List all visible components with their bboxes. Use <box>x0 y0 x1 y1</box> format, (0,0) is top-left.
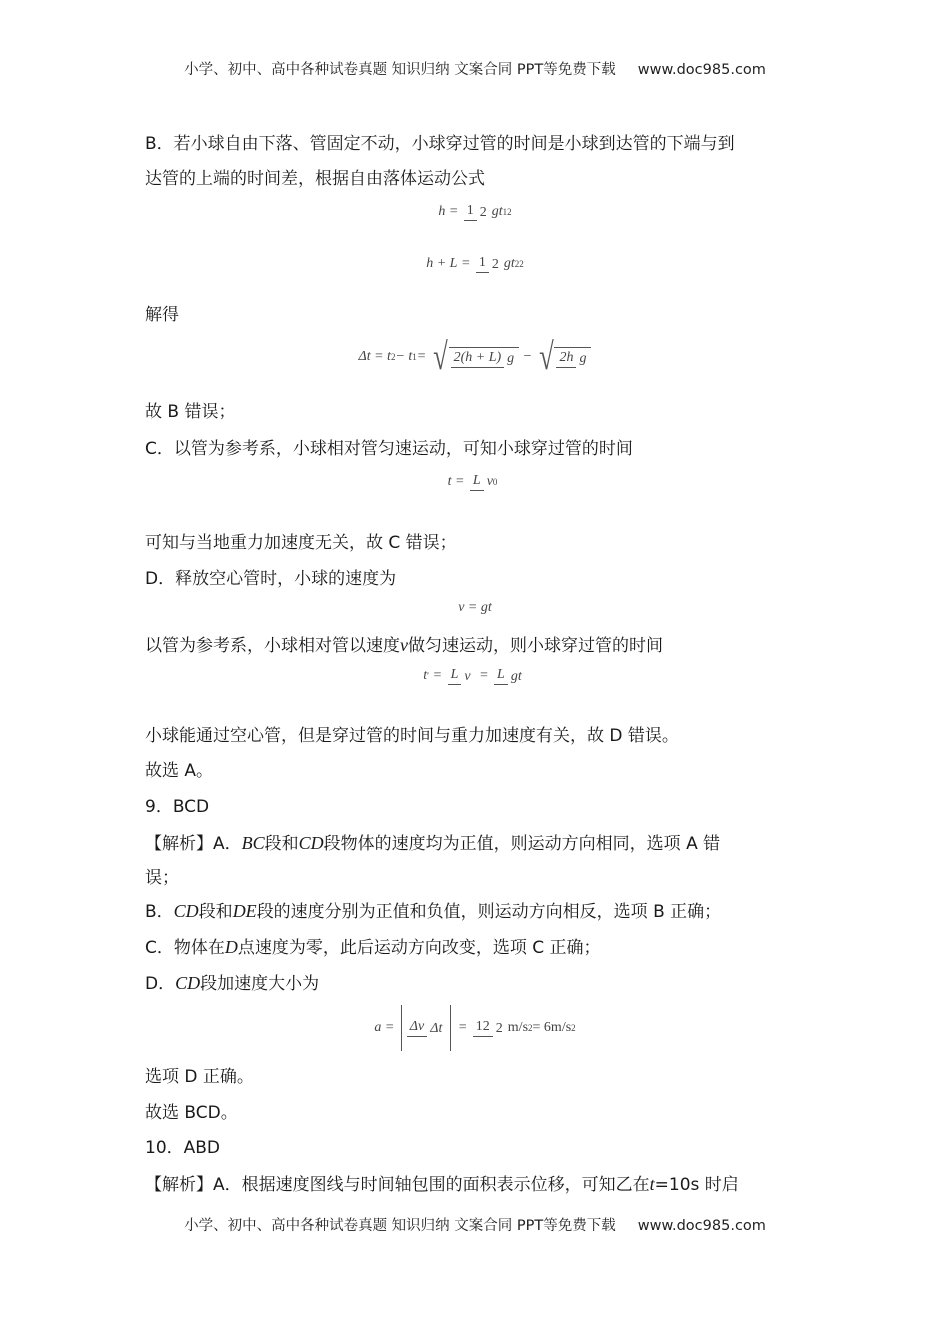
text-line: D．CD段加速度大小为 <box>145 973 320 994</box>
page-footer <box>0 1214 950 1235</box>
text-line: B．若小球自由下落、管固定不动，小球穿过管的时间是小球到达管的下端与到 <box>145 134 735 154</box>
footer-text: 小学、初中、高中各种试卷真题 知识归纳 文案合同 PPT等免费下载 <box>184 1218 616 1234</box>
equation-t: t = L v0 <box>447 473 498 490</box>
question-number: 9．BCD <box>145 797 210 817</box>
text-line: 以管为参考系，小球相对管以速度v做匀速运动，则小球穿过管的时间 <box>145 635 663 656</box>
footer-site-link[interactable]: www.doc985.com <box>637 1218 766 1234</box>
text-line: 选项 D 正确。 <box>145 1067 254 1087</box>
text-line: 故选 BCD。 <box>145 1103 238 1123</box>
text-line: D．释放空心管时，小球的速度为 <box>145 569 397 589</box>
text-line: 解得 <box>145 305 179 325</box>
question-number: 10．ABD <box>145 1138 221 1158</box>
page-header <box>0 58 950 79</box>
text-line: 故选 A。 <box>145 761 214 781</box>
text-line: 误； <box>145 868 179 888</box>
equation-acceleration: a = Δv Δt = 12 2 m/s2= 6m/s2 <box>0 1005 950 1051</box>
text-line: 【解析】A．BC段和CD段物体的速度均为正值，则运动方向相同，选项 A 错 <box>145 833 721 854</box>
text-line: 可知与当地重力加速度无关，故 C 错误； <box>145 533 457 553</box>
equation-t-prime: t′ = L v = L gt <box>423 667 522 684</box>
header-site-link[interactable]: www.doc985.com <box>637 62 766 78</box>
text-line: 故 B 错误； <box>145 402 236 422</box>
equation-delta-t: Δt = t2− t1= √ 2(h + L) g − √ 2h g <box>0 338 950 376</box>
text-line: C．以管为参考系，小球相对管匀速运动，可知小球穿过管的时间 <box>145 439 633 459</box>
text-line: 达管的上端的时间差，根据自由落体运动公式 <box>145 169 485 189</box>
text-line: 【解析】A．根据速度图线与时间轴包围的面积表示位移，可知乙在t=10s 时启 <box>145 1174 739 1195</box>
text-line: 小球能通过空心管，但是穿过管的时间与重力加速度有关，故 D 错误。 <box>145 726 679 746</box>
header-text: 小学、初中、高中各种试卷真题 知识归纳 文案合同 PPT等免费下载 <box>184 62 616 78</box>
equation-h: h = 1 2 gt12 <box>438 203 512 220</box>
text-line: C．物体在D点速度为零，此后运动方向改变，选项 C 正确； <box>145 937 601 958</box>
equation-h-plus-l: h + L = 1 2 gt22 <box>426 255 524 272</box>
text-line: B．CD段和DE段的速度分别为正值和负值，则运动方向相反，选项 B 正确； <box>145 901 722 922</box>
equation-v: v = gt <box>458 600 492 615</box>
